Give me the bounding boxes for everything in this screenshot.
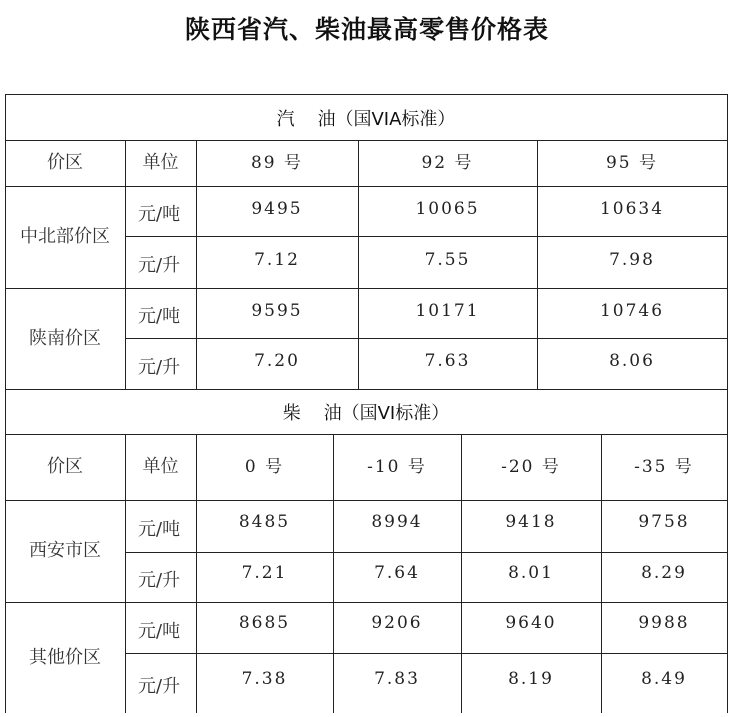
diesel-unit-cell: 元/吨: [138, 621, 181, 642]
gasoline-grade-header: 92 号: [421, 153, 474, 173]
gasoline-price-cell: 7.98: [609, 250, 655, 270]
gasoline-price-cell: 9595: [251, 301, 303, 321]
gasoline-price-cell: 10746: [599, 301, 665, 321]
diesel-price-cell: 9988: [638, 613, 690, 633]
diesel-price-cell: 8.29: [641, 563, 687, 583]
gasoline-header-unit: 单位: [142, 152, 179, 173]
diesel-price-cell: 8685: [238, 613, 291, 633]
table-rule: [5, 389, 728, 390]
table-rule: [125, 434, 126, 713]
table-rule: [196, 140, 197, 389]
table-rule: [333, 434, 334, 713]
diesel-header-unit: 单位: [142, 456, 179, 477]
gasoline-grade-header: 95 号: [605, 153, 659, 173]
diesel-region-name: 西安市区: [29, 540, 101, 561]
diesel-section-title: 柴 油（国VI标准）: [282, 403, 450, 424]
diesel-unit-cell: 元/升: [138, 570, 181, 591]
table-rule: [601, 434, 602, 713]
gasoline-price-cell: 7.63: [424, 351, 471, 371]
diesel-price-cell: 7.21: [241, 563, 288, 583]
gasoline-region-name: 陕南价区: [29, 328, 101, 349]
diesel-price-cell: 8.01: [508, 563, 554, 583]
gasoline-price-cell: 10634: [599, 199, 665, 219]
diesel-grade-header: 0 号: [244, 457, 285, 477]
diesel-price-cell: 8.49: [641, 669, 687, 689]
table-rule: [537, 140, 538, 389]
diesel-price-cell: 7.83: [374, 669, 420, 689]
diesel-unit-cell: 元/吨: [138, 519, 181, 540]
diesel-grade-header: -10 号: [367, 457, 427, 477]
gasoline-unit-cell: 元/升: [138, 255, 181, 276]
table-rule: [358, 140, 359, 389]
diesel-grade-header: -20 号: [501, 457, 561, 477]
gasoline-header-region: 价区: [47, 152, 83, 173]
gasoline-price-cell: 9495: [251, 199, 303, 219]
table-rule: [125, 140, 126, 389]
diesel-region-name: 其他价区: [29, 647, 101, 668]
gasoline-price-cell: 10171: [415, 301, 480, 321]
diesel-price-cell: 7.38: [241, 669, 288, 689]
diesel-price-cell: 9758: [638, 512, 690, 532]
diesel-price-cell: 7.64: [374, 563, 420, 583]
page-title: 陕西省汽、柴油最高零售价格表: [184, 15, 549, 44]
table-rule: [461, 434, 462, 713]
gasoline-unit-cell: 元/升: [138, 357, 181, 378]
gasoline-section-title: 汽 油（国VIA标准）: [276, 109, 456, 130]
diesel-price-cell: 8.19: [508, 669, 554, 689]
diesel-unit-cell: 元/升: [138, 676, 181, 697]
gasoline-price-cell: 7.55: [424, 250, 471, 270]
gasoline-price-cell: 10065: [415, 199, 480, 219]
diesel-price-cell: 8994: [371, 512, 423, 532]
gasoline-region-name: 中北部价区: [20, 226, 110, 247]
table-top-border: [5, 94, 728, 95]
gasoline-price-cell: 8.06: [609, 351, 655, 371]
gasoline-grade-header: 89 号: [250, 153, 304, 173]
diesel-price-cell: 8485: [238, 512, 291, 532]
diesel-price-cell: 9640: [505, 613, 557, 633]
gasoline-price-cell: 7.20: [254, 351, 300, 371]
diesel-price-cell: 9418: [505, 512, 557, 532]
diesel-price-cell: 9206: [371, 613, 423, 633]
gasoline-unit-cell: 元/吨: [138, 306, 181, 327]
gasoline-unit-cell: 元/吨: [138, 204, 181, 225]
table-rule: [196, 434, 197, 713]
diesel-grade-header: -35 号: [634, 457, 694, 477]
gasoline-price-cell: 7.12: [254, 250, 300, 270]
diesel-header-region: 价区: [47, 456, 83, 477]
